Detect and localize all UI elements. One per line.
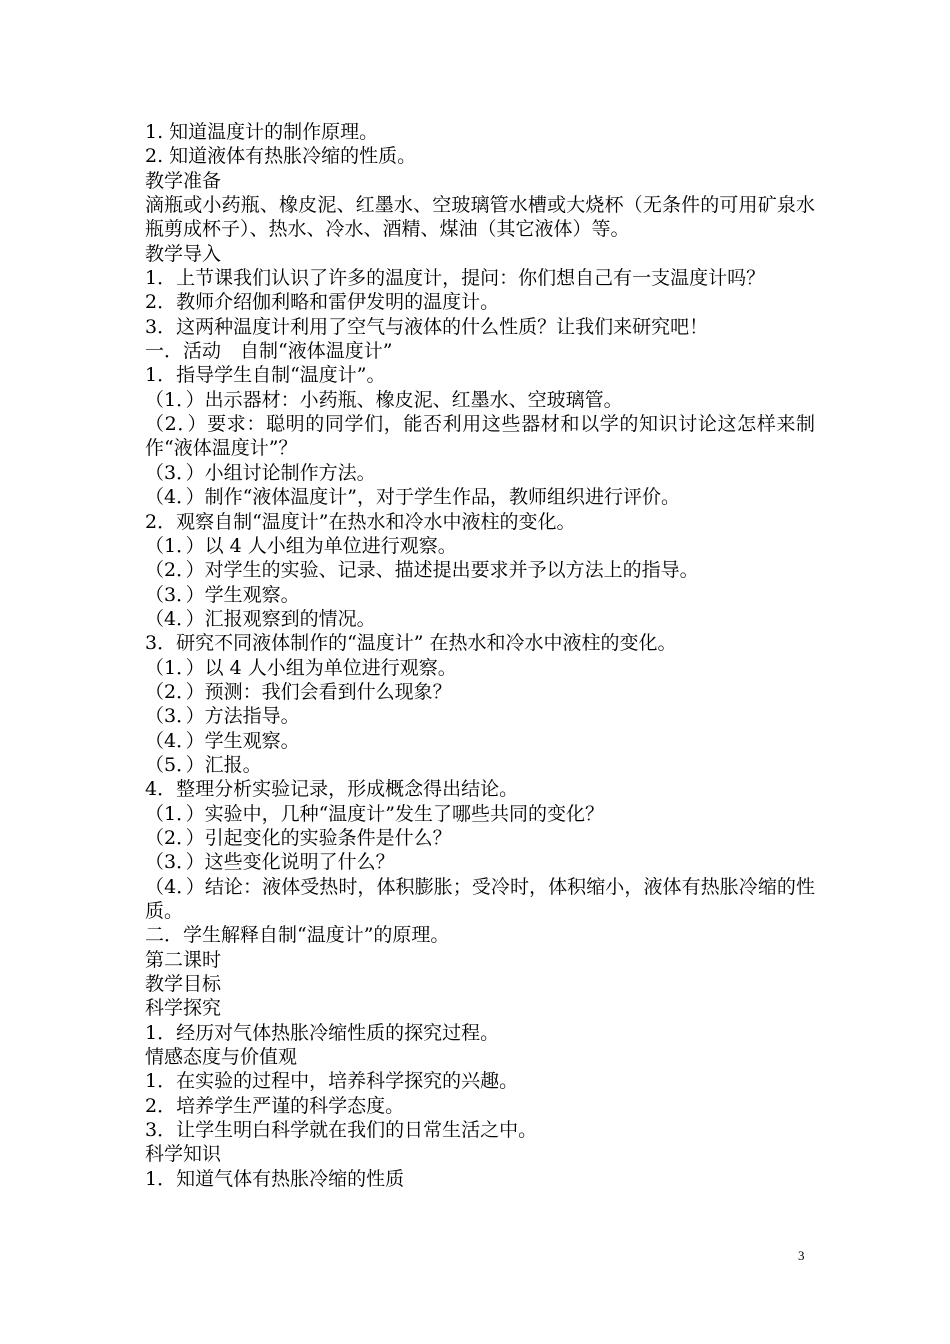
text-paragraph: （4．）结论：液体受热时，体积膨胀；受冷时，体积缩小，液体有热胀冷缩的性质。 [145,875,815,922]
section-heading: 二．学生解释自制“温度计”的原理。 [145,924,450,947]
section-heading: 教学导入 [145,242,222,265]
text-line: （2．）对学生的实验、记录、描述提出要求并予以方法上的指导。 [145,559,699,582]
section-heading: 教学目标 [145,973,222,996]
text-line: （1．）实验中，几种“温度计”发生了哪些共同的变化？ [145,802,605,825]
text-line: 1. 知道温度计的制作原理。 [145,121,379,143]
text-line: 1．指导学生自制“温度计”。 [145,364,386,387]
section-heading: 教学准备 [145,169,222,192]
section-heading: 科学知识 [145,1143,222,1166]
section-heading: 情感态度与价值观 [145,1046,298,1069]
text-line: （1．）出示器材：小药瓶、橡皮泥、红墨水、空玻璃管。 [145,388,623,411]
text-line: 1．在实验的过程中，培养科学探究的兴趣。 [145,1070,519,1093]
text-line: （3．）这些变化说明了什么？ [145,851,395,874]
text-line: 3．研究不同液体制作的“温度计” 在热水和冷水中液柱的变化。 [145,632,677,655]
section-heading: 第二课时 [145,948,222,971]
text-line: （2．）预测：我们会看到什么现象？ [145,680,452,703]
text-line: 2．观察自制“温度计”在热水和冷水中液柱的变化。 [145,510,576,533]
text-line: （4．）学生观察。 [145,729,300,752]
text-line: （4．）汇报观察到的情况。 [145,607,376,630]
text-paragraph: （2．）要求：聪明的同学们，能否利用这些器材和以学的知识讨论这怎样来制作“液体温度计”？ [145,413,815,460]
text-line: 2．教师介绍伽利略和雷伊发明的温度计。 [145,291,500,314]
section-heading: 科学探究 [145,997,222,1020]
document-body [145,120,815,1191]
text-line: 2．培养学生严谨的科学态度。 [145,1094,405,1117]
text-line: （2．）引起变化的实验条件是什么？ [145,826,452,849]
text-line: 3．让学生明白科学就在我们的日常生活之中。 [145,1119,538,1142]
text-line: （1．）以 4 人小组为单位进行观察。 [145,534,457,557]
text-line: 2. 知道液体有热胀冷缩的性质。 [145,145,417,168]
text-paragraph: 1．上节课我们认识了许多的温度计，提问：你们想自己有一支温度计吗？ [145,267,766,290]
page-number: 3 [798,1248,805,1263]
text-line: （3．）学生观察。 [145,583,300,606]
section-heading: 一．活动 自制“液体温度计” [145,340,393,363]
text-line: （3．）小组讨论制作方法。 [145,461,376,484]
text-line: 1．知道气体有热胀冷缩的性质 [145,1167,405,1190]
text-line: （3．）方法指导。 [145,705,300,728]
text-line: （4．）制作“液体温度计”，对于学生作品，教师组织进行评价。 [145,486,681,509]
text-line: 4．整理分析实验记录，形成概念得出结论。 [145,778,519,801]
text-line: （1．）以 4 人小组为单位进行观察。 [145,656,457,679]
text-paragraph: 滴瓶或小药瓶、橡皮泥、红墨水、空玻璃管水槽或大烧杯（无条件的可用矿泉水瓶剪成杯子）、热水、冷水、酒精、煤油（其它液体）等。 [145,194,815,241]
text-line: （5．）汇报。 [145,753,262,776]
text-line: 3．这两种温度计利用了空气与液体的什么性质？让我们来研究吧！ [145,315,709,338]
text-line: 1．经历对气体热胀冷缩性质的探究过程。 [145,1021,500,1044]
